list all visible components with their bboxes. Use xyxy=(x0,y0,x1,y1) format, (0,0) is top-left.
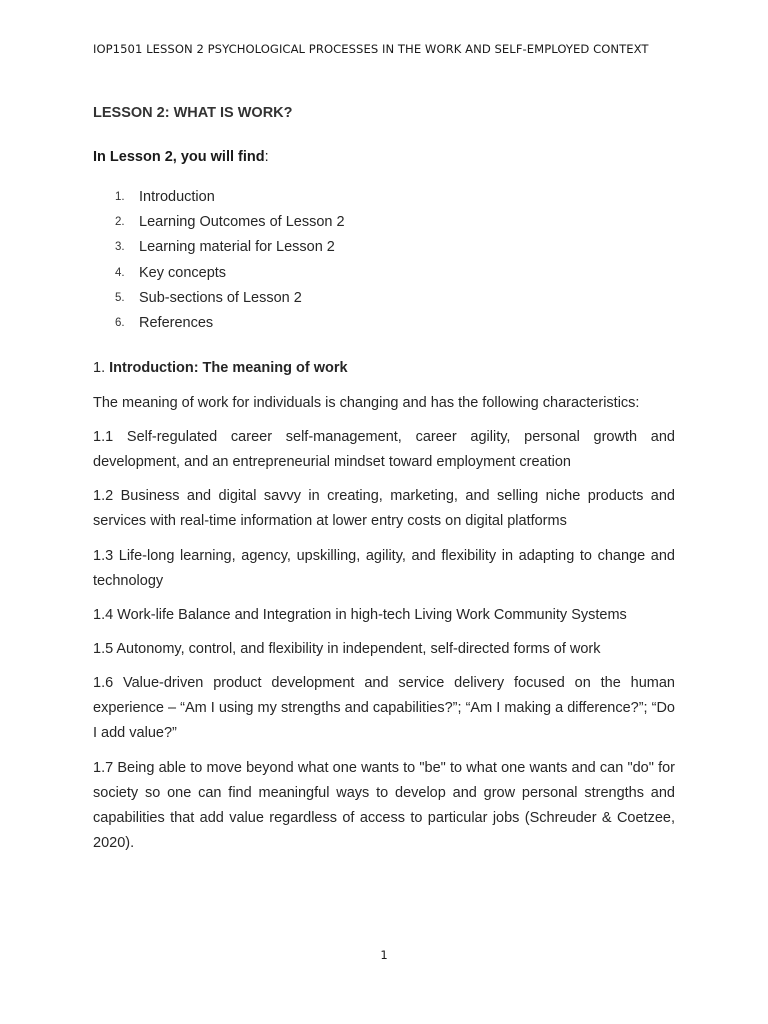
contents-heading-text: In Lesson 2, you will find xyxy=(93,149,265,165)
section-heading xyxy=(93,360,348,376)
section-intro-paragraph: The meaning of work for individuals is changing and has the following characteristics: xyxy=(93,395,640,411)
list-item-label: Key concepts xyxy=(139,264,227,281)
section-title: Introduction: The meaning of work xyxy=(109,360,348,376)
page-number: 1 xyxy=(380,948,388,962)
list-item-number: 3. xyxy=(115,241,125,254)
section-number: 1. xyxy=(93,360,106,376)
lesson-title: LESSON 2: WHAT IS WORK? xyxy=(93,105,293,121)
characteristic-paragraph: 1.4 Work-life Balance and Integration in high-tech Living Work Community Systems xyxy=(93,607,627,623)
characteristic-paragraph: 1.1 Self-regulated career self-management, career agility, personal growth and development, and an entrepreneurial mindset toward employment creation xyxy=(93,429,675,470)
list-item-label: Sub-sections of Lesson 2 xyxy=(139,289,302,306)
running-header: IOP1501 LESSON 2 PSYCHOLOGICAL PROCESSES IN THE WORK AND SELF-EMPLOYED CONTEXT xyxy=(93,42,649,56)
list-item-label: Learning Outcomes of Lesson 2 xyxy=(139,214,345,231)
list-item-number: 4. xyxy=(115,266,125,279)
list-item-label: References xyxy=(139,314,214,331)
list-item-label: Learning material for Lesson 2 xyxy=(139,239,335,256)
contents-heading-colon: : xyxy=(264,149,269,165)
list-item-number: 5. xyxy=(115,291,125,304)
characteristic-paragraph: 1.2 Business and digital savvy in creating, marketing, and selling niche products and services with real-time information at lower entry costs on digital platforms xyxy=(93,488,675,529)
characteristic-paragraph: 1.3 Life-long learning, agency, upskilling, agility, and flexibility in adapting to change and technology xyxy=(93,548,675,589)
list-item-number: 2. xyxy=(115,216,125,229)
characteristic-paragraph: 1.6 Value-driven product development and service delivery focused on the human experience – “Am I using my strengths and capabilities?”; “Am I making a difference?”; “Do I add value?” xyxy=(93,675,675,741)
lesson-contents-heading xyxy=(93,149,269,165)
list-item-number: 1. xyxy=(115,191,125,203)
list-item-label: Introduction xyxy=(139,189,215,205)
list-item-number: 6. xyxy=(115,316,125,329)
characteristic-paragraph: 1.5 Autonomy, control, and flexibility in independent, self-directed forms of work xyxy=(93,641,601,657)
characteristic-paragraph: 1.7 Being able to move beyond what one wants to "be" to what one wants and can "do" for society so one can find meaningful ways to develop and grow personal strengths and capabilities that add value regardless of access to particular jobs (Schreuder & Coetzee, 2020). xyxy=(93,760,675,851)
